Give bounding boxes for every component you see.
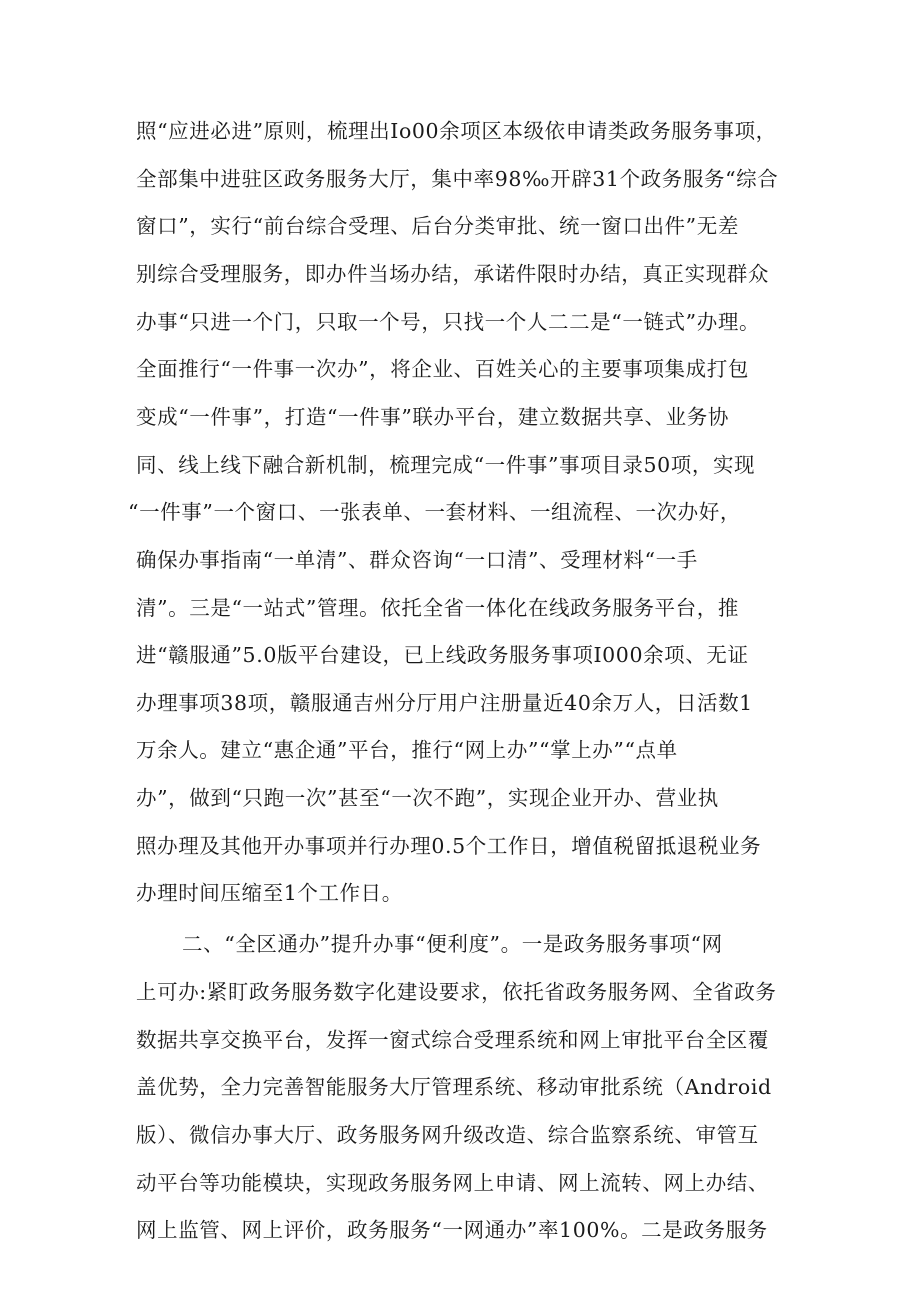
paragraph-line: 窗口”，实行“前台综合受理、后台分类审批、统一窗口出件”无差 bbox=[136, 214, 739, 238]
paragraph-line: 网上监管、网上评价，政务服务“一网通办”率100%。二是政务服务 bbox=[136, 1218, 768, 1242]
paragraph-line: 办理时间压缩至1个工作日。 bbox=[136, 881, 403, 905]
paragraph-line: 变成“一件事”，打造“一件事”联办平台，建立数据共享、业务协 bbox=[136, 405, 729, 429]
paragraph-line: 办事“只进一个门，只取一个号，只找一个人二二是“一链式”办理。 bbox=[136, 310, 761, 334]
paragraph-line: 照“应进必进”原则，梳理出Io00余项区本级依申请类政务服务事项， bbox=[136, 119, 777, 143]
paragraph-line: 进“赣服通”5.0版平台建设，已上线政务服务事项I000余项、无证 bbox=[136, 643, 749, 667]
paragraph-line: 全部集中进驻区政务服务大厅，集中率98‰开辟31个政务服务“综合 bbox=[136, 167, 779, 191]
paragraph-line: 全面推行“一件事一次办”，将企业、百姓关心的主要事项集成打包 bbox=[136, 357, 749, 381]
paragraph-line: 办”，做到“只跑一次”甚至“一次不跑”，实现企业开办、营业执 bbox=[136, 786, 719, 810]
paragraph-line: 动平台等功能模块，实现政务服务网上申请、网上流转、网上办结、 bbox=[136, 1171, 769, 1195]
paragraph-line: 万余人。建立“惠企通”平台，推行“网上办”“掌上办”“点单 bbox=[136, 738, 678, 762]
paragraph-line: 盖优势，全力完善智能服务大厅管理系统、移动审批系统（Android bbox=[136, 1075, 772, 1099]
paragraph-line: 数据共享交换平台，发挥一窗式综合受理系统和网上审批平台全区覆 bbox=[136, 1028, 769, 1052]
paragraph-line: 版）、微信办事大厅、政务服务网升级改造、综合监察系统、审管互 bbox=[136, 1123, 759, 1147]
paragraph-line: “一件事”一个窗口、一张表单、一套材料、一组流程、一次办好， bbox=[128, 500, 741, 524]
paragraph-line: 照办理及其他开办事项并行办理0.5个工作日，增值税留抵退税业务 bbox=[136, 834, 762, 858]
paragraph-line: 上可办:紧盯政务服务数字化建设要求，依托省政务服务网、全省政务 bbox=[136, 980, 777, 1004]
paragraph-line: 确保办事指南“一单清”、群众咨询“一口清”、受理材料“一手 bbox=[136, 548, 698, 572]
paragraph-line: 同、线上线下融合新机制，梳理完成“一件事”事项目录50项，实现 bbox=[136, 453, 756, 477]
section-heading-line: 二、“全区通办”提升办事“便利度”。一是政务服务事项“网 bbox=[182, 932, 723, 956]
paragraph-line: 别综合受理服务，即办件当场办结，承诺件限时办结，真正实现群众 bbox=[136, 262, 769, 286]
paragraph-line: 清”。三是“一站式”管理。依托全省一体化在线政务服务平台，推 bbox=[136, 596, 739, 620]
paragraph-line: 办理事项38项，赣服通吉州分厅用户注册量近40余万人，日活数1 bbox=[136, 691, 753, 715]
